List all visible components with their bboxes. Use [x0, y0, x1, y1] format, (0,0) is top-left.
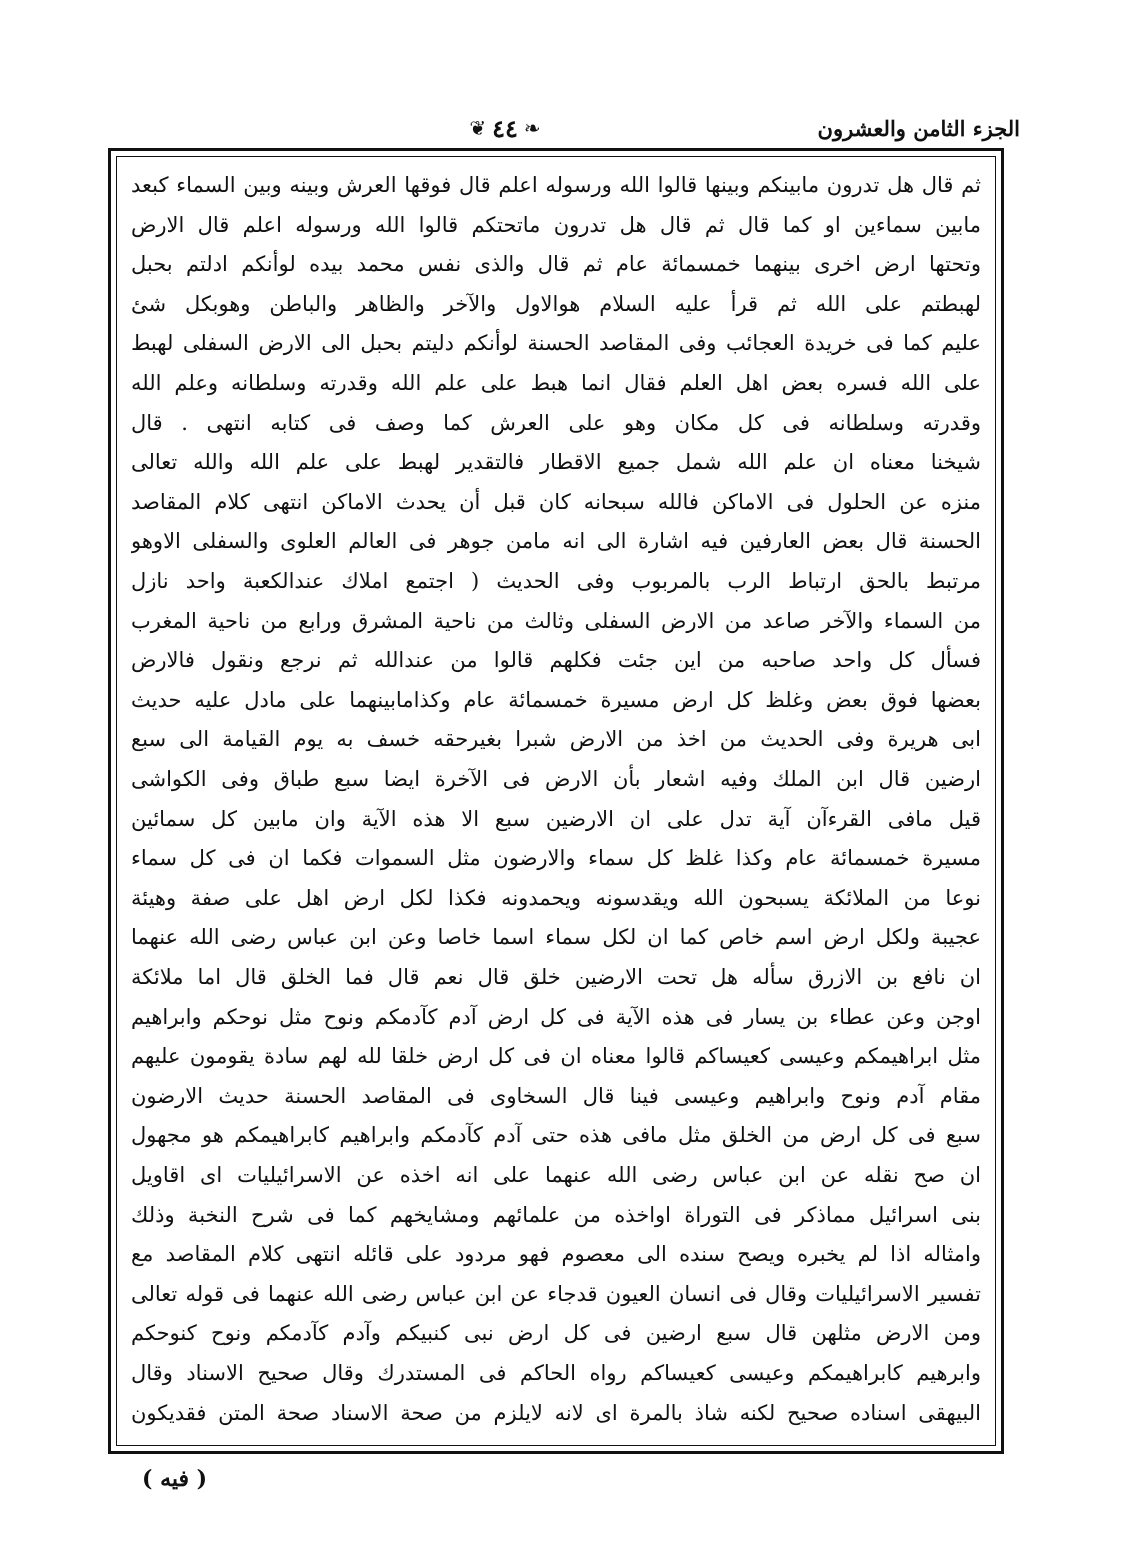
text-line: وابرهيم كابراهيمكم وعيسى كعيساكم رواه الحاكم فى المستدرك وقال صحيح الاسناد وقال [131, 1361, 981, 1385]
right-ornament-icon: ❧ [523, 116, 541, 140]
text-line: بنى اسرائيل مماذكر فى التوراة اواخذه من علمائهم ومشايخهم كما فى شرح النخبة وذلك [131, 1202, 981, 1227]
page-number-cartouche [440, 112, 570, 144]
text-line: مرتبط بالحق ارتباط الرب بالمربوب وفى الحديث ( اجتمع املاك عندالكعبة واحد نازل [131, 569, 981, 593]
text-line: وامثاله اذا لم يخبره ويصح سنده الى معصوم فهو مردود على قائله انتهى كلام المقاصد مع [131, 1242, 981, 1267]
text-line: بعضها فوق بعض وغلظ كل ارض مسيرة خمسمائة عام وكذامابينهما على مادل عليه حديث [131, 687, 981, 712]
text-line: اوجن وعن عطاء بن يسار فى هذه الآية فى كل ارض آدم كآدمكم ونوح مثل نوحكم وابراهيم [131, 1004, 981, 1029]
page-number: ٤٤ [492, 113, 518, 143]
text-line: لهبطتم على الله ثم قرأ عليه السلام هوالاول والآخر والظاهر والباطن وهوبكل شئ [131, 291, 981, 316]
catchword: ( فيه ) [142, 1466, 208, 1492]
text-line: مقام آدم ونوح وابراهيم وعيسى فينا قال السخاوى فى المقاصد الحسنة حديث الارضون [131, 1083, 981, 1108]
text-line: منزه عن الحلول فى الاماكن فالله سبحانه كان قبل أن يحدث الاماكن انتهى كلام المقاصد [131, 489, 981, 514]
body-text [131, 151, 981, 1451]
text-line: وقدرته وسلطانه فى كل مكان وهو على العرش كما وصف فى كتابه انتهى . قال [131, 410, 981, 435]
text-line: فسأل كل واحد صاحبه من اين جئت فكلهم قالوا من عندالله ثم نرجع ونقول فالارض [131, 648, 981, 673]
left-ornament-icon: ❦ [469, 116, 487, 140]
text-line: ابى هريرة وفى الحديث من اخذ من الارض شبرا بغيرحقه خسف به يوم القيامة الى سبع [131, 727, 981, 752]
text-line: سبع فى كل ارض من الخلق مثل مافى هذه حتى آدم كآدمكم وابراهيم كابراهيمكم هو مجهول [131, 1123, 981, 1148]
text-line: تفسير الاسرائيليات وقال فى انسان العيون قدجاء عن ابن عباس رضى الله عنهما فى قوله تعالى [131, 1281, 981, 1306]
text-line: نوعا من الملائكة يسبحون الله ويقدسونه ويحمدونه فكذا لكل ارض اهل على صفة وهيئة [131, 885, 981, 910]
text-line: عجيبة ولكل ارض اسم خاص كما ان لكل سماء اسما خاصا وعن ابن عباس رضى الله عنهما [131, 925, 981, 950]
text-frame [108, 148, 1004, 1454]
text-line: عليم كما فى خريدة العجائب وفى المقاصد الحسنة لوأنكم دليتم بحبل الى الارض السفلى لهبط [131, 331, 981, 356]
page-header [120, 112, 1020, 148]
text-line: ارضين قال ابن الملك وفيه اشعار بأن الارض فى الآخرة ايضا سبع طباق وفى الكواشى [131, 767, 981, 791]
text-line: ومن الارض مثلهن قال سبع ارضين فى كل ارض نبى كنبيكم وآدم كآدمكم ونوح كنوحكم [131, 1321, 981, 1346]
text-line: البيهقى اسناده صحيح لكنه شاذ بالمرة اى لانه لايلزم من صحة الاسناد صحة المتن فقديكون [131, 1400, 981, 1425]
text-line: ان صح نقله عن ابن عباس رضى الله عنهما على انه اخذه عن الاسرائيليات اى اقاويل [131, 1163, 981, 1187]
text-line: مابين سماءين او كما قال ثم قال هل تدرون ماتحتكم قالوا الله ورسوله اعلم قال الارض [131, 212, 981, 237]
text-line: وتحتها ارض اخرى بينهما خمسمائة عام ثم قال والذى نفس محمد بيده لوأنكم ادلتم بحبل [131, 252, 981, 277]
text-line: مسيرة خمسمائة عام وكذا غلظ كل سماء والارضون مثل السموات فكما ان فى كل سماء [131, 846, 981, 871]
text-line: ان نافع بن الازرق سأله هل تحت الارضين خلق قال نعم قال فما الخلق قال اما ملائكة [131, 965, 981, 989]
text-line: قيل مافى القرءآن آية تدل على ان الارضين سبع الا هذه الآية وان مابين كل سمائين [131, 806, 981, 831]
text-line: شيخنا معناه ان علم الله شمل جميع الاقطار فالتقدير لهبط على علم الله والله تعالى [131, 450, 981, 475]
text-line: من السماء والآخر صاعد من الارض السفلى وثالث من ناحية المشرق ورابع من ناحية المغرب [131, 608, 981, 633]
running-title: الجزء الثامن والعشرون [817, 116, 1020, 141]
text-line: الحسنة قال بعض العارفين فيه اشارة الى انه مامن جوهر فى العالم العلوى والسفلى الاوهو [131, 529, 981, 554]
text-line: على الله فسره بعض اهل العلم فقال انما هبط على علم الله وقدرته وسلطانه وعلم الله [131, 371, 981, 395]
text-line: ثم قال هل تدرون مابينكم وبينها قالوا الله ورسوله اعلم قال فوقها العرش وبينه وبين السماء كبعد [131, 173, 981, 197]
text-line: مثل ابراهيمكم وعيسى كعيساكم قالوا معناه ان فى كل ارض خلقا لله لهم سادة يقومون عليهم [131, 1044, 981, 1069]
